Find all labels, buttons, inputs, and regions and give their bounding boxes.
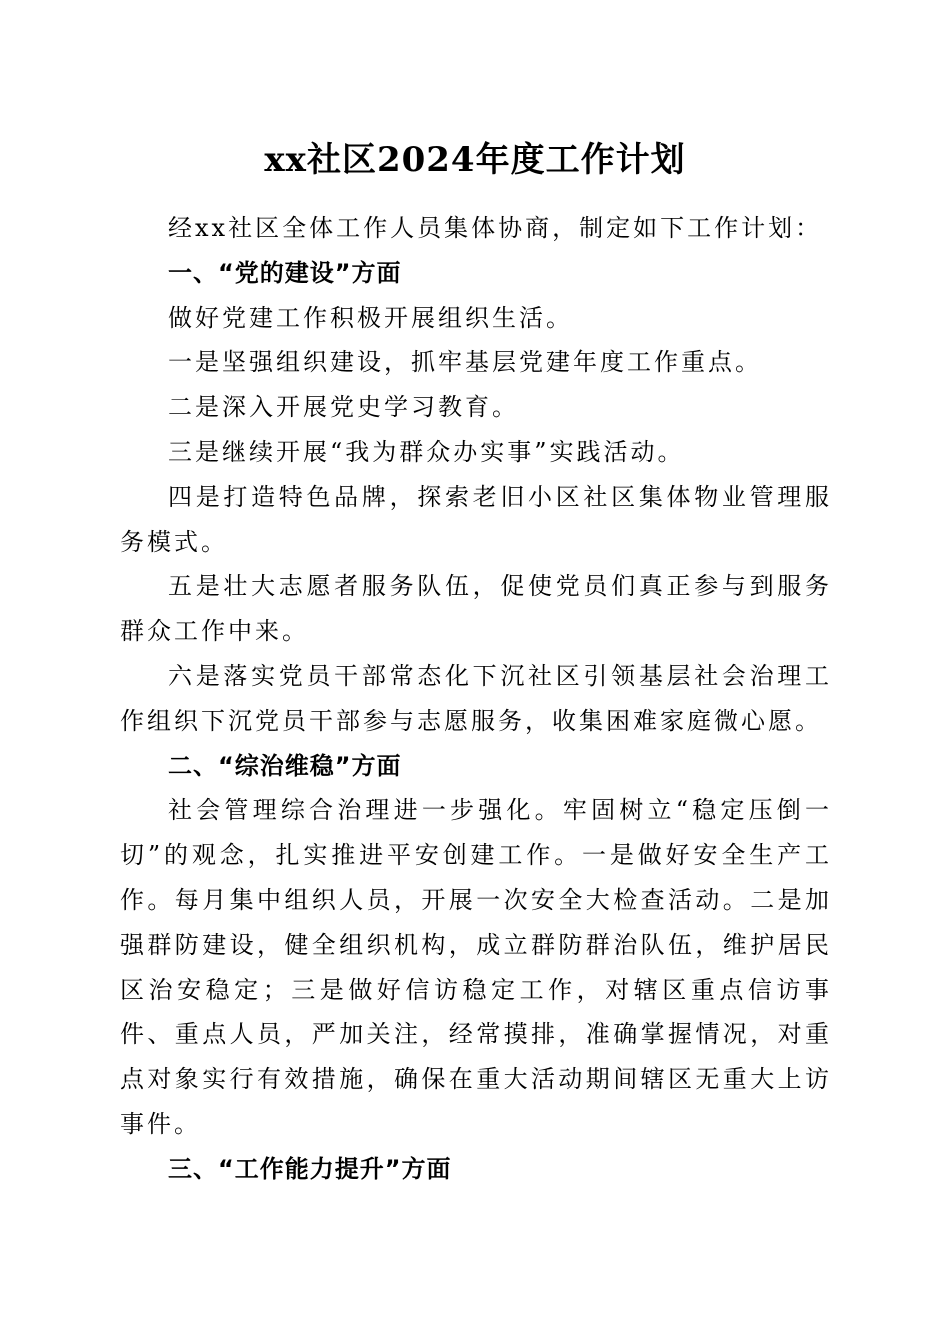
paragraph: 做好党建工作积极开展组织生活。 <box>168 303 573 332</box>
paragraph: 一是坚强组织建设，抓牢基层党建年度工作重点。 <box>168 348 762 377</box>
paragraph: 二是深入开展党史学习教育。 <box>168 393 519 422</box>
section-heading-party-building: 一、“党的建设”方面 <box>168 258 402 287</box>
paragraph: 四是打造特色品牌，探索老旧小区社区集体物业管理服务模式。 <box>120 482 832 556</box>
section-heading-capability: 三、“工作能力提升”方面 <box>168 1154 452 1183</box>
paragraph: 三是继续开展“我为群众办实事”实践活动。 <box>168 437 685 466</box>
paragraph: 社会管理综合治理进一步强化。牢固树立“稳定压倒一切”的观念，扎实推进平安创建工作。一是做好安全生产工作。每月集中组织人员，开展一次安全大检查活动。二是加强群防建设，健全组织机构，成立群防群治队伍，维护居民区治安稳定；三是做好信访稳定工作，对辖区重点信访事件、重点人员，严加关注，经常摸排，准确掌握情况，对重点对象实行有效措施，确保在重大活动期间辖区无重大上访事件。 <box>120 796 832 1138</box>
intro-paragraph: 经xx社区全体工作人员集体协商，制定如下工作计划： <box>168 214 823 242</box>
document-title: xx社区2024年度工作计划 <box>264 140 686 180</box>
paragraph: 五是壮大志愿者服务队伍，促使党员们真正参与到服务群众工作中来。 <box>120 572 832 646</box>
paragraph: 六是落实党员干部常态化下沉社区引领基层社会治理工作组织下沉党员干部参与志愿服务，收集困难家庭微心愿。 <box>120 661 832 735</box>
section-heading-stability: 二、“综治维稳”方面 <box>168 751 402 780</box>
document-body <box>120 206 832 1192</box>
